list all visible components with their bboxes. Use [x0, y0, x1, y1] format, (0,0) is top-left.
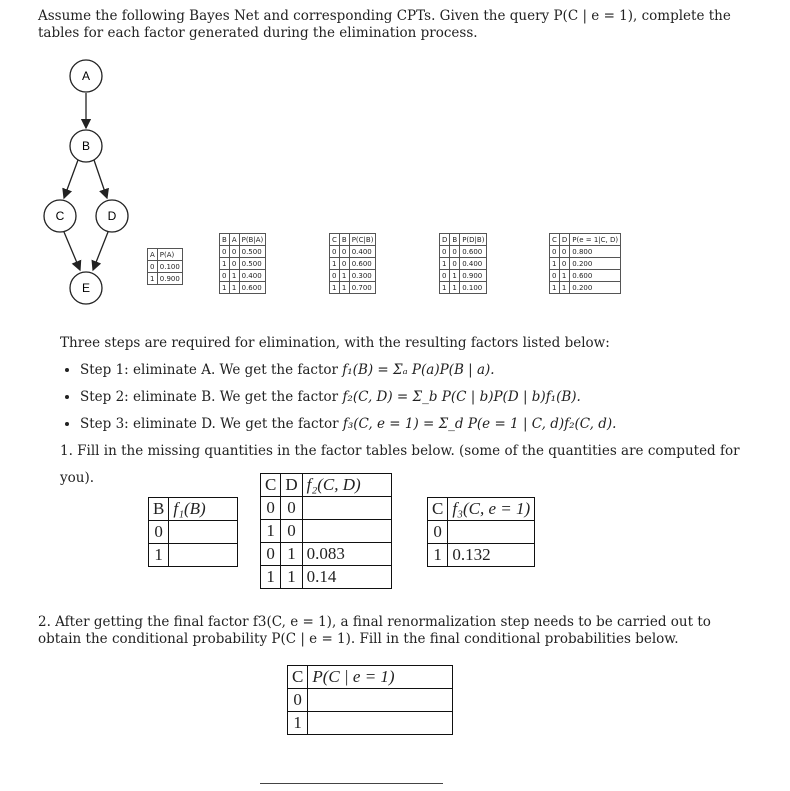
factor-table-f1 [148, 497, 238, 567]
cpt-cell: 0.400 [460, 258, 487, 270]
factor-table-f3 [427, 497, 535, 567]
cpt-cell: 0.400 [349, 246, 376, 258]
cpt-cell: 0 [450, 246, 460, 258]
answer-cell[interactable] [169, 544, 238, 567]
node-d-label: D [107, 209, 117, 223]
node-b-label: B [81, 139, 91, 153]
step-item [80, 357, 740, 384]
table-header: f₁(B) [169, 498, 238, 521]
cpt-cell: 0.100 [157, 261, 182, 273]
edge-b-c [64, 160, 78, 198]
cpt-cell: 0.500 [239, 246, 266, 258]
table-cell: 1 [261, 566, 281, 589]
cpt-b-given-a [219, 233, 266, 294]
table-cell: 0 [428, 521, 448, 544]
step-formula: f₂(C, D) = Σ_b P(C | b)P(D | b)f₁(B). [342, 389, 581, 405]
step-formula: f₃(C, e = 1) = Σ_d P(e = 1 | C, d)f₂(C, d). [342, 416, 617, 432]
cpt-cell: 1 [229, 282, 239, 294]
cpt-e-given-c-d [549, 233, 621, 294]
cpt-cell: 0 [339, 258, 349, 270]
cpt-cell: 0 [559, 258, 569, 270]
table-header: C [261, 474, 281, 497]
table-cell: 1 [428, 544, 448, 567]
cpt-cell: 0 [440, 246, 450, 258]
cpt-cell: 0.900 [157, 273, 182, 285]
table-cell: 1 [288, 712, 308, 735]
table-cell: 1 [261, 520, 281, 543]
edge-b-d [94, 160, 107, 198]
steps-section [60, 330, 740, 492]
question-1: 1. Fill in the missing quantities in the factor tables below. (some of the quantities are computed for you). [60, 443, 740, 486]
table-header: C [288, 666, 308, 689]
cpt-cell: 0 [450, 258, 460, 270]
cpt-cell: 1 [559, 270, 569, 282]
step-text: Step 3: eliminate D. We get the factor [80, 416, 343, 432]
node-e-label: E [81, 281, 91, 295]
cpt-cell: 1 [339, 270, 349, 282]
table-cell: 1 [281, 566, 302, 589]
cpt-cell: 1 [450, 270, 460, 282]
final-probability-table [287, 665, 453, 735]
cpt-cell: 0.900 [460, 270, 487, 282]
cpt-header: P(C|B) [349, 234, 376, 246]
cpt-cell: 1 [440, 282, 450, 294]
cpt-cell: 0 [220, 270, 230, 282]
edge-d-e [93, 232, 108, 270]
cpt-cell: 1 [330, 258, 340, 270]
step-text: Step 2: eliminate B. We get the factor [80, 389, 343, 405]
cpt-c-given-b [329, 233, 376, 294]
cpt-cell: 0.200 [570, 282, 621, 294]
cpt-cell: 0.600 [570, 270, 621, 282]
cpt-cell: 0.300 [349, 270, 376, 282]
edge-c-e [64, 232, 80, 270]
cpt-a [147, 248, 183, 285]
table-cell: 0.132 [448, 544, 535, 567]
cpt-cell: 0 [550, 246, 560, 258]
cpt-cell: 0.400 [239, 270, 266, 282]
table-cell: 0.083 [302, 543, 391, 566]
cpt-cell: 0 [220, 246, 230, 258]
step-formula: f₁(B) = Σₐ P(a)P(B | a). [342, 362, 495, 378]
steps-list [60, 357, 740, 438]
answer-cell[interactable] [169, 521, 238, 544]
cpt-header: D [559, 234, 569, 246]
answer-cell[interactable] [302, 497, 391, 520]
cpt-cell: 0 [148, 261, 158, 273]
step-text: Step 1: eliminate A. We get the factor [80, 362, 343, 378]
cpt-cell: 1 [559, 282, 569, 294]
step-item [80, 384, 740, 411]
cpt-cell: 0.500 [239, 258, 266, 270]
cpt-cell: 0.600 [239, 282, 266, 294]
table-header: C [428, 498, 448, 521]
cpt-cell: 0 [229, 246, 239, 258]
cpt-header: D [440, 234, 450, 246]
cpt-header: P(e = 1|C, D) [570, 234, 621, 246]
table-header: B [149, 498, 169, 521]
table-header: D [281, 474, 302, 497]
cpt-cell: 1 [440, 258, 450, 270]
cpt-cell: 1 [330, 282, 340, 294]
answer-cell[interactable] [308, 689, 453, 712]
cpt-cell: 0 [440, 270, 450, 282]
table-cell: 0 [261, 543, 281, 566]
bottom-divider [260, 783, 443, 784]
cpt-cell: 1 [450, 282, 460, 294]
step-item [80, 411, 740, 438]
cpt-cell: 1 [220, 258, 230, 270]
factor-table-f2 [260, 473, 392, 589]
node-c-label: C [55, 209, 65, 223]
steps-intro: Three steps are required for elimination, with the resulting factors listed below: [60, 335, 610, 351]
cpt-cell: 1 [148, 273, 158, 285]
cpt-cell: 0 [550, 270, 560, 282]
cpt-cell: 1 [339, 282, 349, 294]
cpt-header: C [330, 234, 340, 246]
table-header: f₂(C, D) [302, 474, 391, 497]
cpt-cell: 0.600 [349, 258, 376, 270]
cpt-cell: 1 [550, 282, 560, 294]
table-cell: 0.14 [302, 566, 391, 589]
cpt-header: A [148, 249, 158, 261]
cpt-header: A [229, 234, 239, 246]
cpt-cell: 1 [220, 282, 230, 294]
table-cell: 0 [281, 497, 302, 520]
cpt-cell: 0.600 [460, 246, 487, 258]
table-cell: 0 [288, 689, 308, 712]
cpt-header: P(D|B) [460, 234, 487, 246]
table-header: f₃(C, e = 1) [448, 498, 535, 521]
table-cell: 1 [281, 543, 302, 566]
cpt-header: P(A) [157, 249, 182, 261]
cpt-header: B [220, 234, 230, 246]
table-cell: 1 [149, 544, 169, 567]
table-header: P(C | e = 1) [308, 666, 453, 689]
cpt-cell: 1 [550, 258, 560, 270]
cpt-header: C [550, 234, 560, 246]
answer-cell[interactable] [448, 521, 535, 544]
cpt-cell: 0.800 [570, 246, 621, 258]
cpt-header: P(B|A) [239, 234, 266, 246]
answer-cell[interactable] [302, 520, 391, 543]
cpt-cell: 0.100 [460, 282, 487, 294]
table-cell: 0 [261, 497, 281, 520]
cpt-cell: 0 [559, 246, 569, 258]
cpt-cell: 0.700 [349, 282, 376, 294]
cpt-cell: 0.200 [570, 258, 621, 270]
cpt-header: B [339, 234, 349, 246]
cpt-cell: 1 [229, 270, 239, 282]
node-a-label: A [81, 69, 91, 83]
cpt-cell: 0 [330, 246, 340, 258]
cpt-d-given-b [439, 233, 487, 294]
table-cell: 0 [149, 521, 169, 544]
question-2: 2. After getting the final factor f3(C, e = 1), a final renormalization step needs to be carried out to obtain the conditional probability P(C | e = 1). Fill in the final conditional probabilities below. [38, 614, 711, 647]
bayes-net-graph [38, 58, 138, 318]
answer-cell[interactable] [308, 712, 453, 735]
cpt-cell: 0 [229, 258, 239, 270]
cpt-cell: 0 [339, 246, 349, 258]
cpt-cell: 0 [330, 270, 340, 282]
cpt-header: B [450, 234, 460, 246]
intro-text: Assume the following Bayes Net and corresponding CPTs. Given the query P(C | e = 1), complete the tables for each factor generated during the elimination process. [38, 8, 731, 41]
table-cell: 0 [281, 520, 302, 543]
